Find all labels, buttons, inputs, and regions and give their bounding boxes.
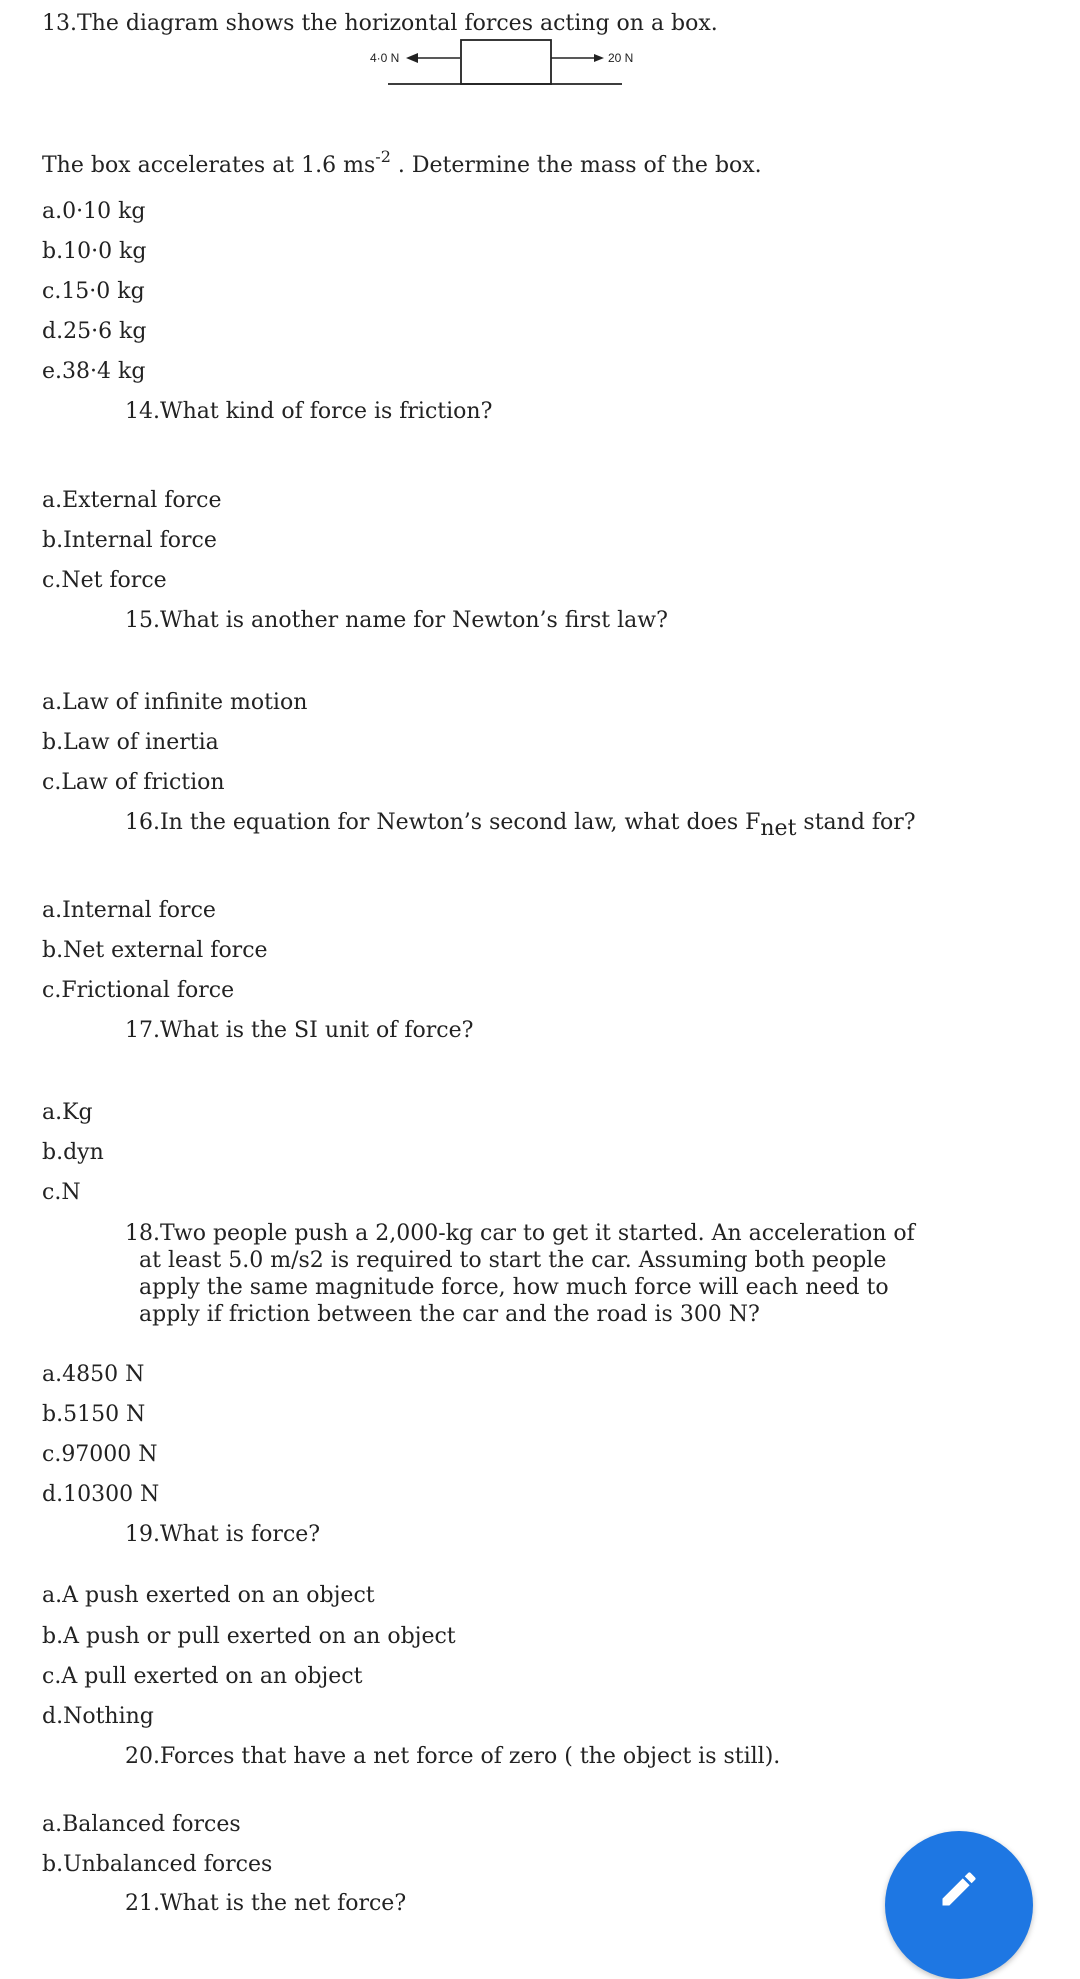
q17-option-c[interactable]: c.N [42,1180,81,1205]
q13-option-e[interactable]: e.38·4 kg [42,359,146,384]
right-arrowhead [594,54,604,62]
question-18-line: at least 5.0 m/s2 is required to start the car. Assuming both people [139,1248,887,1273]
q14-option-a[interactable]: a.External force [42,488,222,513]
question-18-line: apply if friction between the car and the road is 300 N? [139,1302,760,1327]
question-13-prompt: The box accelerates at 1.6 $ms^{-2}$ . Determine the mass of the box. [42,147,762,178]
question-15-stem: 15.What is another name for Newton’s first law? [125,608,668,633]
q18-option-d[interactable]: d.10300 N [42,1482,160,1507]
q16-option-a[interactable]: a.Internal force [42,898,216,923]
q19-option-b[interactable]: b.A push or pull exerted on an object [42,1624,456,1649]
q17-option-b[interactable]: b.dyn [42,1140,104,1165]
question-18-line: 18.Two people push a 2,000-kg car to get it started. An acceleration of [125,1221,915,1246]
q15-option-b[interactable]: b.Law of inertia [42,730,219,755]
pencil-icon [937,1867,981,1911]
q13-option-d[interactable]: d.25·6 kg [42,319,147,344]
q13-option-c[interactable]: c.15·0 kg [42,279,145,304]
q16-option-b[interactable]: b.Net external force [42,938,268,963]
q13-option-a[interactable]: a.0·10 kg [42,199,146,224]
q20-option-a[interactable]: a.Balanced forces [42,1812,241,1837]
q20-option-b[interactable]: b.Unbalanced forces [42,1852,273,1877]
question-14-stem: 14.What kind of force is friction? [125,399,493,424]
q19-option-d[interactable]: d.Nothing [42,1704,154,1729]
force-diagram [360,34,640,88]
right-force-label: 20 N [608,51,634,65]
q18-option-c[interactable]: c.97000 N [42,1442,158,1467]
question-18-stem [125,1220,945,1328]
question-19-stem: 19.What is force? [125,1522,321,1547]
q13-option-b[interactable]: b.10·0 kg [42,239,147,264]
q15-option-c[interactable]: c.Law of friction [42,770,225,795]
left-force-label: 4·0 N [370,51,400,65]
edit-fab-button[interactable] [885,1831,1033,1979]
q14-option-b[interactable]: b.Internal force [42,528,217,553]
question-18-line: apply the same magnitude force, how much force will each need to [139,1275,889,1300]
question-21-stem: 21.What is the net force? [125,1891,407,1916]
question-20-stem: 20.Forces that have a net force of zero ( the object is still). [125,1744,781,1769]
question-13-stem: 13.The diagram shows the horizontal forces acting on a box. [42,11,718,36]
q19-option-a[interactable]: a.A push exerted on an object [42,1583,375,1608]
q15-option-a[interactable]: a.Law of infinite motion [42,690,308,715]
left-arrowhead [406,53,418,63]
q17-option-a[interactable]: a.Kg [42,1100,93,1125]
q18-option-a[interactable]: a.4850 N [42,1362,145,1387]
q18-option-b[interactable]: b.5150 N [42,1402,146,1427]
q16-option-c[interactable]: c.Frictional force [42,978,235,1003]
question-16-stem: 16.In the equation for Newton’s second law, what does Fnet stand for? [125,810,916,841]
question-17-stem: 17.What is the SI unit of force? [125,1018,474,1043]
box [461,40,551,84]
q19-option-c[interactable]: c.A pull exerted on an object [42,1664,363,1689]
q14-option-c[interactable]: c.Net force [42,568,167,593]
